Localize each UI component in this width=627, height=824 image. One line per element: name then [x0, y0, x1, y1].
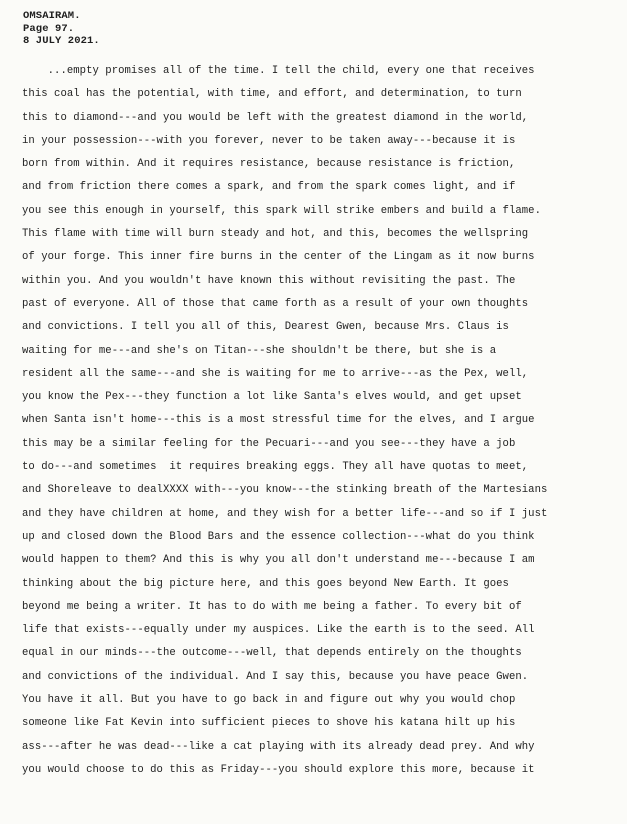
text-line: ass---after he was dead---like a cat playing with its already dead prey. And why — [22, 740, 535, 753]
text-line: This flame with time will burn steady and hot, and this, becomes the wellspring — [22, 228, 529, 241]
text-line: You have it all. But you have to go back in and figure out why you would chop — [22, 694, 516, 707]
text-line: would happen to them? And this is why you all don't understand me---because I am — [22, 554, 535, 567]
text-line: and from friction there comes a spark, and from the spark comes light, and if — [22, 181, 516, 194]
text-line: you know the Pex---they function a lot like Santa's elves would, and get upset — [22, 391, 522, 404]
text-line: to do---and sometimes it requires breaking eggs. They all have quotas to meet, — [22, 461, 529, 474]
text-line: and Shoreleave to dealXXXX with---you know---the stinking breath of the Martesians — [22, 484, 548, 497]
text-line: life that exists---equally under my auspices. Like the earth is to the seed. All — [22, 624, 535, 637]
header-title: OMSAIRAM. — [23, 10, 81, 22]
text-line: someone like Fat Kevin into sufficient pieces to shove his katana hilt up his — [22, 717, 516, 730]
page-date: 8 JULY 2021. — [23, 35, 100, 47]
text-line: equal in our minds---the outcome---well, that depends entirely on the thoughts — [22, 647, 522, 660]
text-line: waiting for me---and she's on Titan---she shouldn't be there, but she is a — [22, 344, 497, 357]
text-line: past of everyone. All of those that came forth as a result of your own thoughts — [22, 297, 529, 310]
text-line: this coal has the potential, with time, and effort, and determination, to turn — [22, 88, 522, 101]
text-line: ...empty promises all of the time. I tell the child, every one that receives — [22, 65, 535, 77]
text-line: up and closed down the Blood Bars and the essence collection---what do you think — [22, 530, 535, 543]
text-line: within you. And you wouldn't have known this without revisiting the past. The — [22, 274, 516, 287]
typed-body-text — [22, 60, 622, 782]
text-line: and convictions. I tell you all of this, Dearest Gwen, because Mrs. Claus is — [22, 321, 509, 334]
text-line: born from within. And it requires resistance, because resistance is friction, — [22, 158, 516, 171]
page-header — [23, 10, 100, 48]
page-number: Page 97. — [23, 22, 75, 35]
text-line: of your forge. This inner fire burns in the center of the Lingam as it now burns — [22, 251, 535, 264]
text-line: this to diamond---and you would be left with the greatest diamond in the world, — [22, 111, 529, 124]
text-line: in your possession---with you forever, never to be taken away---because it is — [22, 134, 516, 147]
text-line: this may be a similar feeling for the Pecuari---and you see---they have a job — [22, 437, 516, 450]
text-line: and convictions of the individual. And I say this, because you have peace Gwen. — [22, 670, 529, 683]
text-line: resident all the same---and she is waiting for me to arrive---as the Pex, well, — [22, 367, 529, 380]
text-line: you see this enough in yourself, this spark will strike embers and build a flame. — [22, 204, 541, 217]
text-line: you would choose to do this as Friday---you should explore this more, because it — [22, 763, 535, 776]
text-line: and they have children at home, and they wish for a better life---and so if I just — [22, 507, 548, 520]
text-line: beyond me being a writer. It has to do with me being a father. To every bit of — [22, 600, 522, 613]
text-line: when Santa isn't home---this is a most stressful time for the elves, and I argue — [22, 414, 535, 427]
text-line: thinking about the big picture here, and this goes beyond New Earth. It goes — [22, 577, 509, 590]
